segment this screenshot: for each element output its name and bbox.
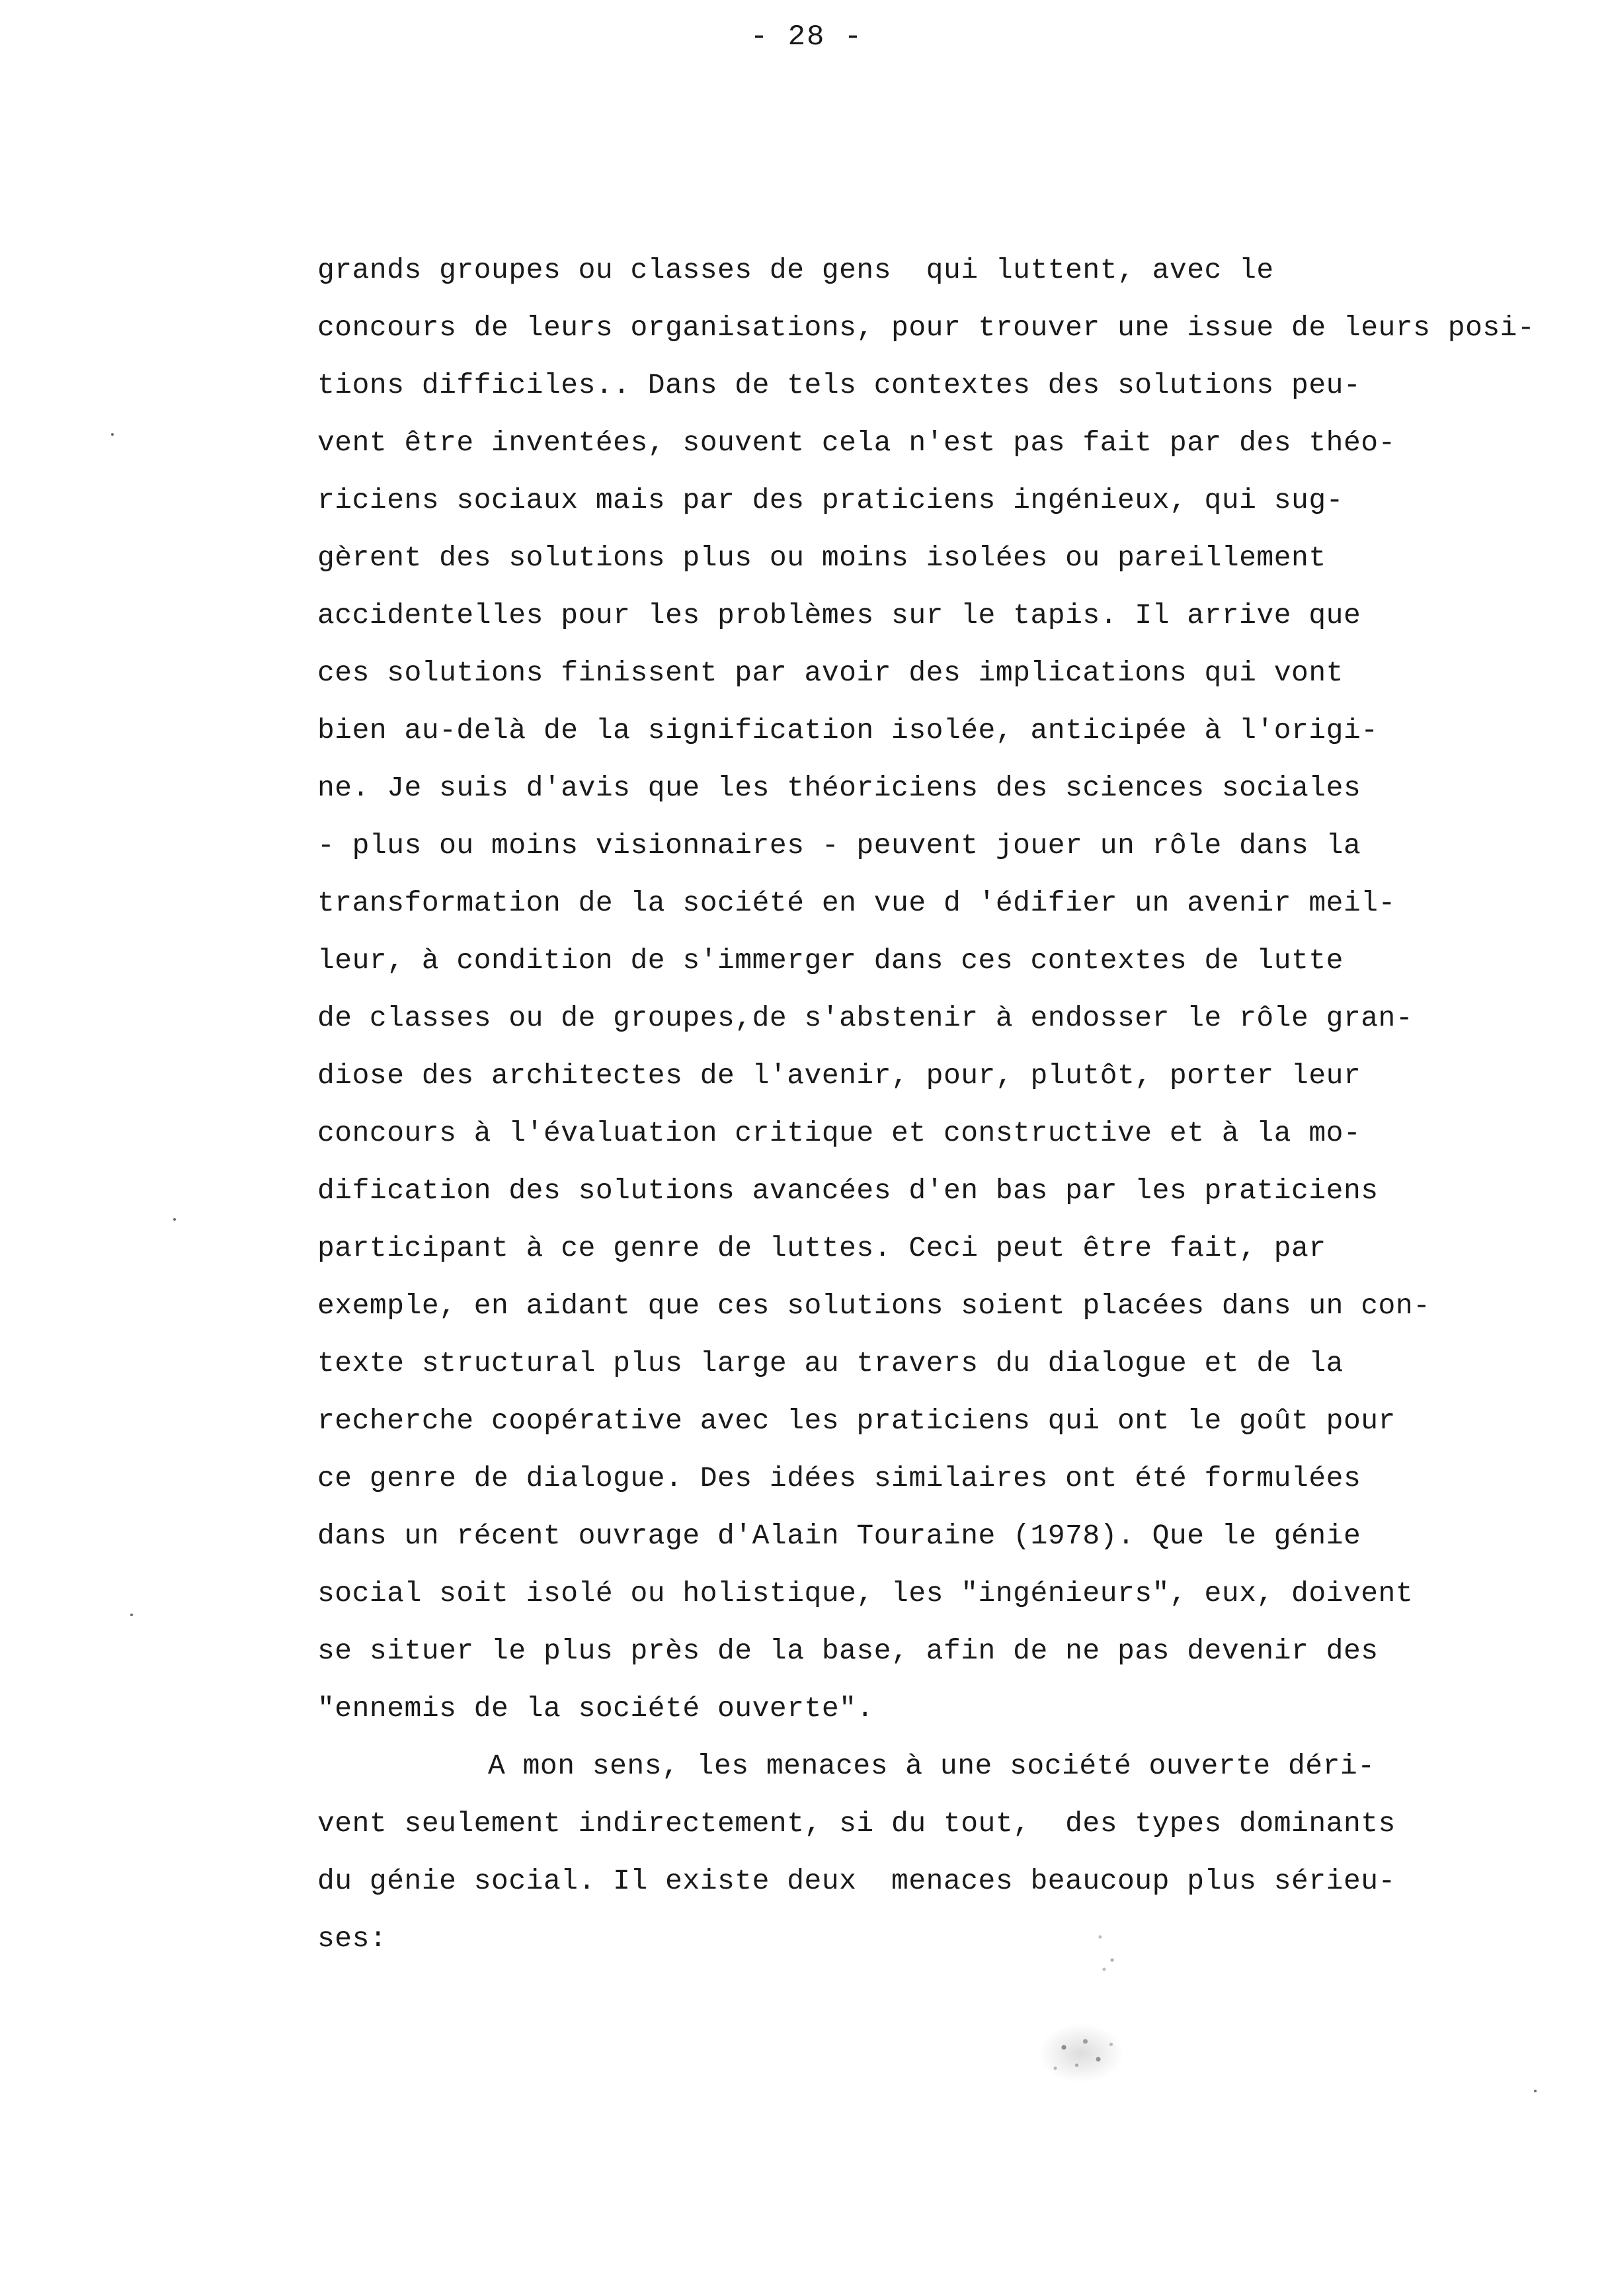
scan-speck (130, 1614, 133, 1616)
text-line: concours de leurs organisations, pour trouver une issue de leurs posi- (317, 311, 1535, 344)
scan-smudge (1038, 2024, 1124, 2083)
text-line: recherche coopérative avec les praticiens qui ont le goût pour (317, 1405, 1396, 1437)
scan-speck (173, 1218, 176, 1221)
text-line: diose des architectes de l'avenir, pour, plutôt, porter leur (317, 1059, 1361, 1092)
scan-smudge (1084, 1928, 1124, 1974)
text-line: de classes ou de groupes,de s'abstenir à endosser le rôle gran- (317, 1002, 1414, 1034)
text-line: vent seulement indirectement, si du tout, des types dominants (317, 1807, 1396, 1840)
text-line: "ennemis de la société ouverte". (317, 1692, 874, 1725)
page-number: - 28 - (750, 20, 864, 54)
paragraph-start-line: A mon sens, les menaces à une société ouverte déri- (488, 1750, 1375, 1782)
text-line: du génie social. Il existe deux menaces beaucoup plus sérieu- (317, 1865, 1396, 1897)
text-line: se situer le plus près de la base, afin de ne pas devenir des (317, 1635, 1379, 1667)
scan-speck (1534, 2090, 1537, 2092)
text-line: vent être inventées, souvent cela n'est pas fait par des théo- (317, 427, 1396, 459)
text-line: tions difficiles.. Dans de tels contextes des solutions peu- (317, 369, 1361, 401)
text-line: ses: (317, 1922, 387, 1955)
text-line: accidentelles pour les problèmes sur le tapis. Il arrive que (317, 599, 1361, 632)
text-line: ce genre de dialogue. Des idées similaires ont été formulées (317, 1462, 1361, 1495)
text-line: participant à ce genre de luttes. Ceci peut être fait, par (317, 1232, 1326, 1264)
text-line: concours à l'évaluation critique et constructive et à la mo- (317, 1117, 1361, 1149)
text-line: transformation de la société en vue d 'édifier un avenir meil- (317, 887, 1396, 919)
text-line: gèrent des solutions plus ou moins isolées ou pareillement (317, 542, 1326, 574)
text-line: texte structural plus large au travers du dialogue et de la (317, 1347, 1344, 1379)
text-line: exemple, en aidant que ces solutions soient placées dans un con- (317, 1290, 1431, 1322)
body-text (317, 241, 1535, 1967)
scan-speck (111, 433, 114, 436)
text-line: grands groupes ou classes de gens qui luttent, avec le (317, 254, 1274, 286)
text-line: dification des solutions avancées d'en bas par les praticiens (317, 1174, 1379, 1207)
text-line: riciens sociaux mais par des praticiens ingénieux, qui sug- (317, 484, 1344, 516)
text-line: bien au-delà de la signification isolée, anticipée à l'origi- (317, 714, 1379, 747)
text-line: social soit isolé ou holistique, les "ingénieurs", eux, doivent (317, 1577, 1414, 1610)
text-line: leur, à condition de s'immerger dans ces contextes de lutte (317, 944, 1344, 977)
text-line: - plus ou moins visionnaires - peuvent jouer un rôle dans la (317, 829, 1361, 862)
text-line: ne. Je suis d'avis que les théoriciens des sciences sociales (317, 772, 1361, 804)
text-line: ces solutions finissent par avoir des implications qui vont (317, 657, 1344, 689)
text-line: dans un récent ouvrage d'Alain Touraine (1978). Que le génie (317, 1520, 1361, 1552)
